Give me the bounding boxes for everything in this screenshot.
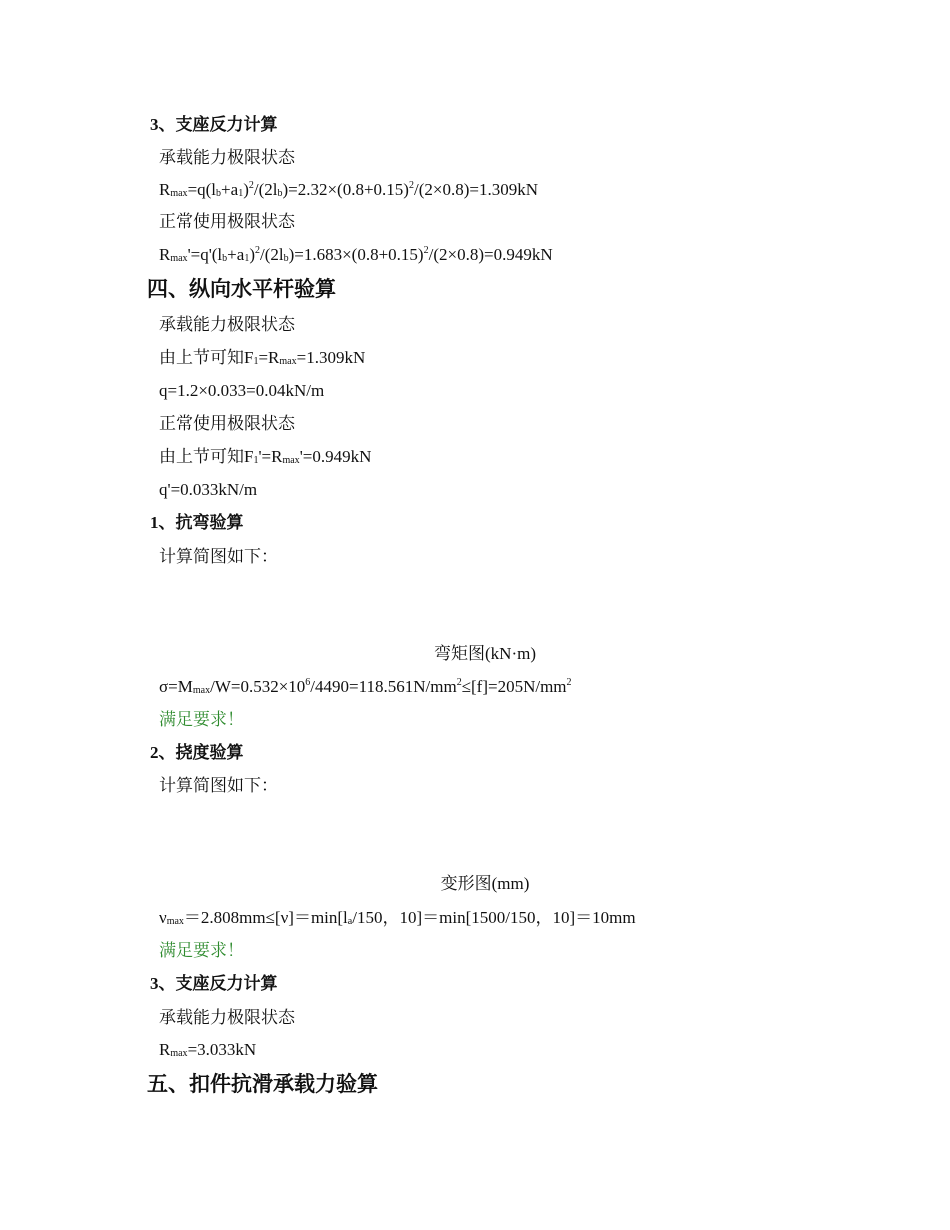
subsection-heading-deflection-check: 2、挠度验算 — [150, 743, 244, 762]
status-ok: 满足要求！ — [159, 710, 244, 729]
label-ultimate-limit-state: 承载能力极限状态 — [159, 315, 295, 334]
diagram-intro: 计算简图如下： — [159, 776, 278, 795]
formula-q: q=1.2×0.033=0.04kN/m — [159, 381, 325, 400]
formula-rmax: $R_{max}=q(l_b+a_1)^2/(2l_b)=2.32\times(0.8+0.15)^2/(2\times 0.8)=1.309kN$ — [159, 180, 538, 199]
figure-caption-moment: 弯矩图(kN·m) — [434, 644, 536, 663]
formula-vmax: $\nu_{max}=2.808mm\le[\nu]=\min[l_a/150$，10]＝min[1500/150，10]＝10mm — [159, 908, 636, 927]
formula-f1: 由上节可知$F_1=R_{max}=1.309kN$ — [159, 348, 366, 367]
formula-f1-prime: 由上节可知$F_1'=R_{max}'=0.949kN$ — [159, 447, 372, 466]
section-heading-support-reaction: 3、支座反力计算 — [150, 115, 278, 134]
formula-sigma: $\sigma=M_{max}/W=0.532\times 10^6/4490=118.561N/mm^2\le[f]=205N/mm^2$ — [159, 677, 572, 696]
subsection-heading-support-reaction: 3、支座反力计算 — [150, 974, 278, 993]
label-serviceability-limit-state: 正常使用极限状态 — [159, 212, 295, 231]
subsection-heading-bending-check: 1、抗弯验算 — [150, 513, 244, 532]
label-ultimate-limit-state: 承载能力极限状态 — [159, 1008, 295, 1027]
section-heading-fastener-slip: 五、扣件抗滑承载力验算 — [147, 1072, 378, 1096]
formula-q-prime: q'=0.033kN/m — [159, 480, 258, 499]
section-heading-longitudinal-bar: 四、纵向水平杆验算 — [147, 277, 336, 301]
label-serviceability-limit-state: 正常使用极限状态 — [159, 414, 295, 433]
formula-rmax-result: $R_{max}=3.033kN$ — [159, 1040, 257, 1059]
diagram-intro: 计算简图如下： — [159, 547, 278, 566]
figure-caption-deformation: 变形图(mm) — [440, 874, 530, 893]
formula-rmax-prime: $R_{max}'=q'(l_b+a_1)^2/(2l_b)=1.683\times(0.8+0.15)^2/(2\times 0.8)=0.949kN$ — [159, 245, 553, 264]
status-ok: 满足要求！ — [159, 941, 244, 960]
label-ultimate-limit-state: 承载能力极限状态 — [159, 148, 295, 167]
